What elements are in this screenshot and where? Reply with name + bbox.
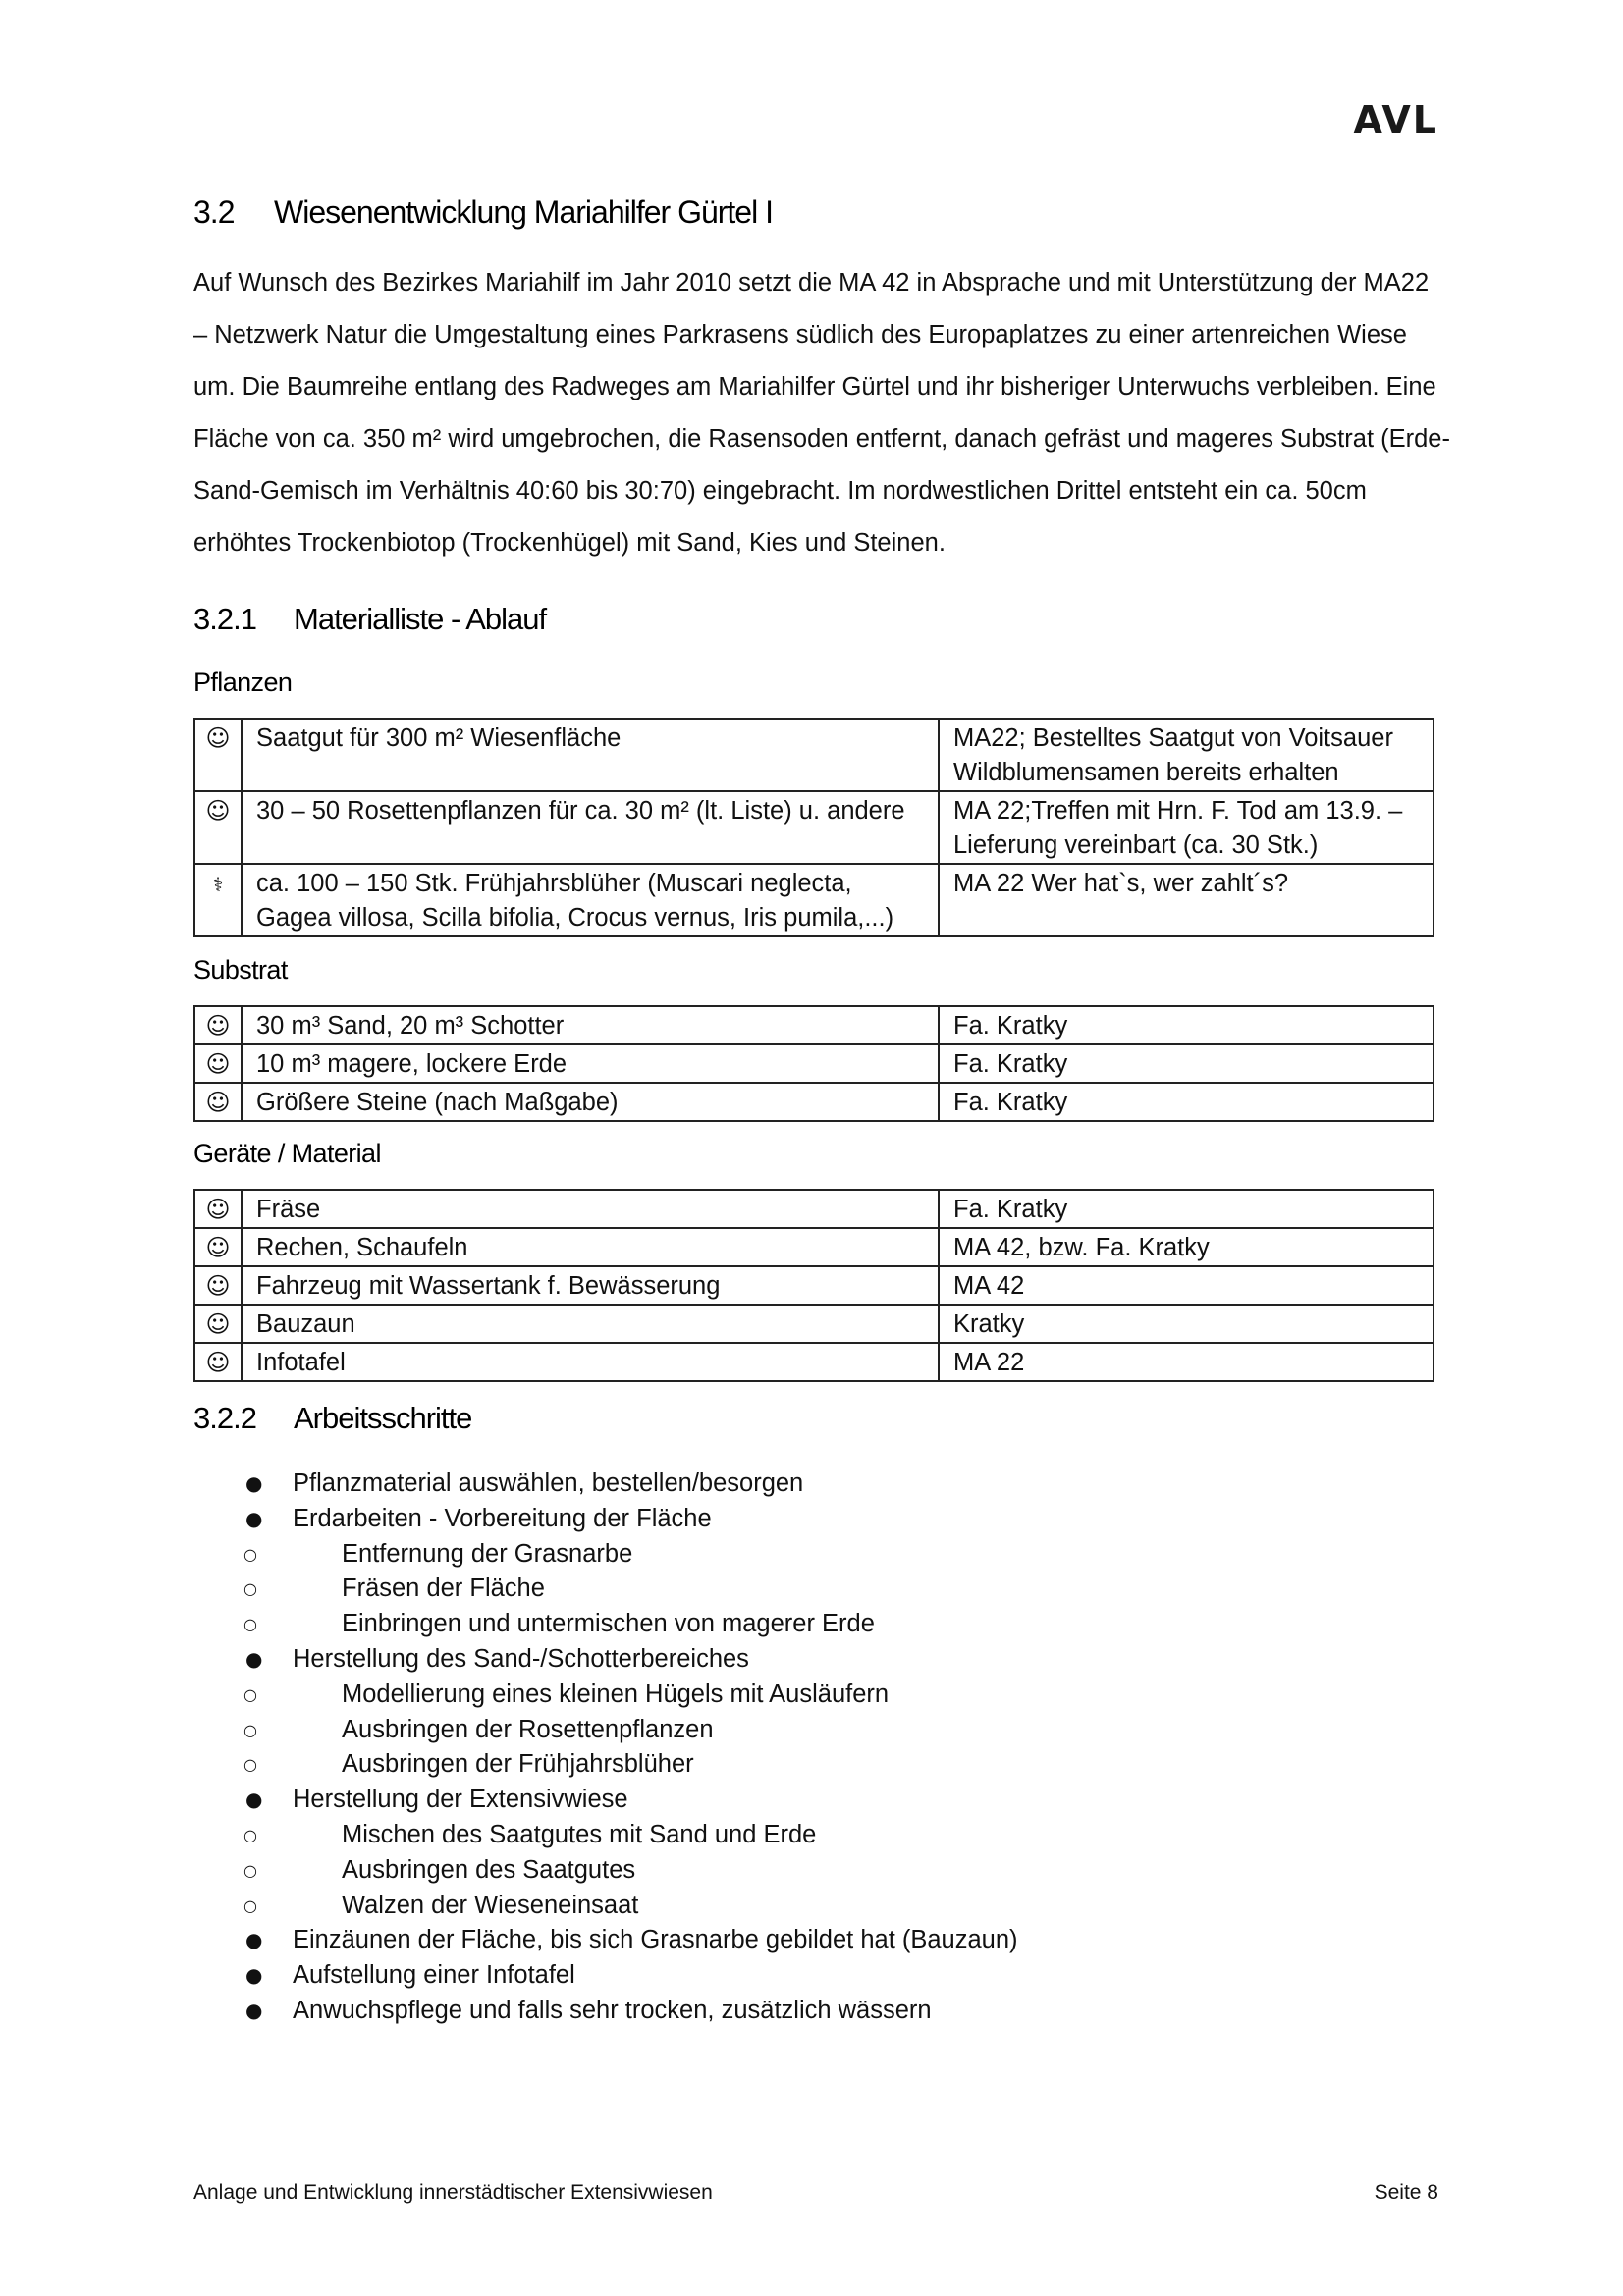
subsection-title: Materialliste - Ablauf [294, 602, 547, 636]
table-cell-icon [194, 1305, 242, 1343]
smiley-icon [205, 1089, 230, 1116]
bullet-icon: ● [245, 1998, 263, 2022]
table-row [194, 1044, 1434, 1083]
smiley-icon [205, 724, 230, 752]
paragraph-line: Auf Wunsch des Bezirkes Mariahilf im Jahr 2010 setzt die MA 42 in Absprache und mit Unterstützung der MA22 [193, 269, 1430, 296]
table-cell-icon [194, 1083, 242, 1121]
geraete-heading: Geräte / Material [193, 1139, 381, 1168]
table-cell-icon [194, 1228, 242, 1266]
table-cell-responsible: Fa. Kratky [939, 1083, 1434, 1121]
subsection-heading-materialliste [193, 602, 546, 637]
table-cell-icon [194, 1190, 242, 1228]
smiley-icon [205, 1196, 230, 1223]
circle-bullet-icon: ○ [243, 1896, 257, 1915]
circle-bullet-icon: ○ [243, 1544, 257, 1564]
list-item-text: Herstellung der Extensivwiese [293, 1786, 628, 1814]
bullet-icon: ● [245, 1788, 263, 1812]
substrat-table [193, 1005, 1434, 1122]
smiley-icon [205, 1349, 230, 1376]
table-cell-icon [194, 1266, 242, 1305]
pflanzen-table [193, 718, 1434, 937]
cell-line: Lieferung vereinbart (ca. 30 Stk.) [953, 831, 1319, 859]
list-item-text: Aufstellung einer Infotafel [293, 1961, 575, 1990]
bullet-icon: ● [245, 1963, 263, 1988]
table-cell-icon [194, 864, 242, 936]
flower-icon [213, 870, 224, 897]
subsection-number: 3.2.2 [193, 1401, 256, 1435]
smiley-icon [205, 1234, 230, 1261]
list-item-text: Ausbringen der Frühjahrsblüher [342, 1750, 694, 1779]
bullet-icon: ● [245, 1646, 263, 1671]
table-cell-responsible: MA 22 [939, 1343, 1434, 1381]
table-row [194, 1266, 1434, 1305]
paragraph-line: Sand-Gemisch im Verhältnis 40:60 bis 30:70) eingebracht. Im nordwestlichen Drittel entsteht ein ca. 50cm [193, 477, 1367, 505]
table-cell-responsible [939, 791, 1434, 864]
smiley-icon [205, 1272, 230, 1300]
table-row [194, 1190, 1434, 1228]
paragraph-line: Fläche von ca. 350 m² wird umgebrochen, die Rasensoden entfernt, danach gefräst und mageres Substrat (Erde- [193, 425, 1450, 453]
section-title: Wiesenentwicklung Mariahilfer Gürtel I [274, 194, 773, 230]
table-cell-icon [194, 719, 242, 791]
table-row [194, 791, 1434, 864]
table-cell-icon [194, 791, 242, 864]
table-cell-responsible: Fa. Kratky [939, 1044, 1434, 1083]
list-item-text: Walzen der Wieseneinsaat [342, 1891, 639, 1919]
circle-bullet-icon: ○ [243, 1579, 257, 1599]
cell-line: Wildblumensamen bereits erhalten [953, 759, 1339, 786]
page-number: Seite 8 [1374, 2181, 1438, 2204]
list-item-text: Entfernung der Grasnarbe [342, 1539, 633, 1568]
subsection-number: 3.2.1 [193, 602, 256, 636]
table-cell-responsible: Fa. Kratky [939, 1190, 1434, 1228]
table-row [194, 719, 1434, 791]
table-cell-icon [194, 1044, 242, 1083]
table-row [194, 1305, 1434, 1343]
circle-bullet-icon: ○ [243, 1825, 257, 1844]
bullet-icon: ● [245, 1471, 263, 1495]
table-row [194, 1006, 1434, 1044]
substrat-heading: Substrat [193, 955, 288, 985]
table-cell-responsible [939, 864, 1434, 936]
table-cell-responsible: Fa. Kratky [939, 1006, 1434, 1044]
list-item-text: Herstellung des Sand-/Schotterbereiches [293, 1644, 749, 1673]
circle-bullet-icon: ○ [243, 1684, 257, 1704]
pflanzen-heading: Pflanzen [193, 667, 293, 697]
circle-bullet-icon: ○ [243, 1860, 257, 1880]
paragraph-line: um. Die Baumreihe entlang des Radweges am Mariahilfer Gürtel und ihr bisheriger Unterwuchs verbleiben. Eine [193, 373, 1436, 400]
section-heading [193, 194, 773, 231]
table-cell-item: 30 – 50 Rosettenpflanzen für ca. 30 m² (lt. Liste) u. andere [242, 791, 939, 864]
bullet-icon: ● [245, 1928, 263, 1952]
footer-title: Anlage und Entwicklung innerstädtischer Extensivwiesen [193, 2181, 713, 2204]
smiley-icon [205, 1310, 230, 1338]
table-cell-item [242, 864, 939, 936]
circle-bullet-icon: ○ [243, 1755, 257, 1775]
list-item-text: Einbringen und untermischen von magerer Erde [342, 1610, 875, 1638]
table-cell-responsible: MA 42 [939, 1266, 1434, 1305]
circle-bullet-icon: ○ [243, 1720, 257, 1739]
table-cell-item: Rechen, Schaufeln [242, 1228, 939, 1266]
cell-line: Gagea villosa, Scilla bifolia, Crocus vernus, Iris pumila,...) [256, 904, 894, 932]
smiley-icon [205, 1012, 230, 1040]
subsection-heading-arbeitsschritte [193, 1401, 471, 1436]
section-number: 3.2 [193, 194, 235, 230]
table-cell-responsible [939, 719, 1434, 791]
list-item-text: Ausbringen des Saatgutes [342, 1855, 636, 1884]
smiley-icon [205, 797, 230, 825]
cell-line: MA 22 Wer hat`s, wer zahlt´s? [953, 870, 1289, 897]
subsection-title: Arbeitsschritte [294, 1401, 472, 1435]
table-cell-item: Saatgut für 300 m² Wiesenfläche [242, 719, 939, 791]
paragraph-line: – Netzwerk Natur die Umgestaltung eines Parkrasens südlich des Europaplatzes zu einer artenreichen Wiese [193, 321, 1407, 348]
list-item-text: Fräsen der Fläche [342, 1575, 545, 1603]
cell-line: ca. 100 – 150 Stk. Frühjahrsblüher (Muscari neglecta, [256, 870, 852, 897]
table-cell-item: 30 m³ Sand, 20 m³ Schotter [242, 1006, 939, 1044]
table-row [194, 1343, 1434, 1381]
list-item-text: Pflanzmaterial auswählen, bestellen/besorgen [293, 1469, 804, 1497]
table-cell-icon [194, 1343, 242, 1381]
list-item-text: Erdarbeiten - Vorbereitung der Fläche [293, 1504, 712, 1532]
table-cell-item: Fahrzeug mit Wassertank f. Bewässerung [242, 1266, 939, 1305]
cell-line: MA 22;Treffen mit Hrn. F. Tod am 13.9. – [953, 797, 1403, 825]
list-item-text: Anwuchspflege und falls sehr trocken, zusätzlich wässern [293, 1996, 932, 2024]
table-cell-responsible: MA 42, bzw. Fa. Kratky [939, 1228, 1434, 1266]
table-row [194, 864, 1434, 936]
intro-paragraph [193, 257, 1450, 569]
table-cell-item: Infotafel [242, 1343, 939, 1381]
smiley-icon [205, 1050, 230, 1078]
list-item-text: Modellierung eines kleinen Hügels mit Ausläufern [342, 1680, 890, 1708]
list-item-text: Einzäunen der Fläche, bis sich Grasnarbe gebildet hat (Bauzaun) [293, 1926, 1018, 1954]
bullet-icon: ● [245, 1506, 263, 1530]
list-item-text: Mischen des Saatgutes mit Sand und Erde [342, 1820, 817, 1848]
list-item-text: Ausbringen der Rosettenpflanzen [342, 1715, 714, 1743]
paragraph-line: erhöhtes Trockenbiotop (Trockenhügel) mit Sand, Kies und Steinen. [193, 529, 946, 557]
table-cell-item: Bauzaun [242, 1305, 939, 1343]
table-cell-item: Größere Steine (nach Maßgabe) [242, 1083, 939, 1121]
geraete-table [193, 1189, 1434, 1382]
cell-line: MA22; Bestelltes Saatgut von Voitsauer [953, 724, 1393, 752]
circle-bullet-icon: ○ [243, 1615, 257, 1634]
table-row [194, 1228, 1434, 1266]
avl-logo: AVL [1353, 98, 1438, 141]
table-cell-item: 10 m³ magere, lockere Erde [242, 1044, 939, 1083]
table-cell-item: Fräse [242, 1190, 939, 1228]
table-cell-icon [194, 1006, 242, 1044]
table-cell-responsible: Kratky [939, 1305, 1434, 1343]
table-row [194, 1083, 1434, 1121]
